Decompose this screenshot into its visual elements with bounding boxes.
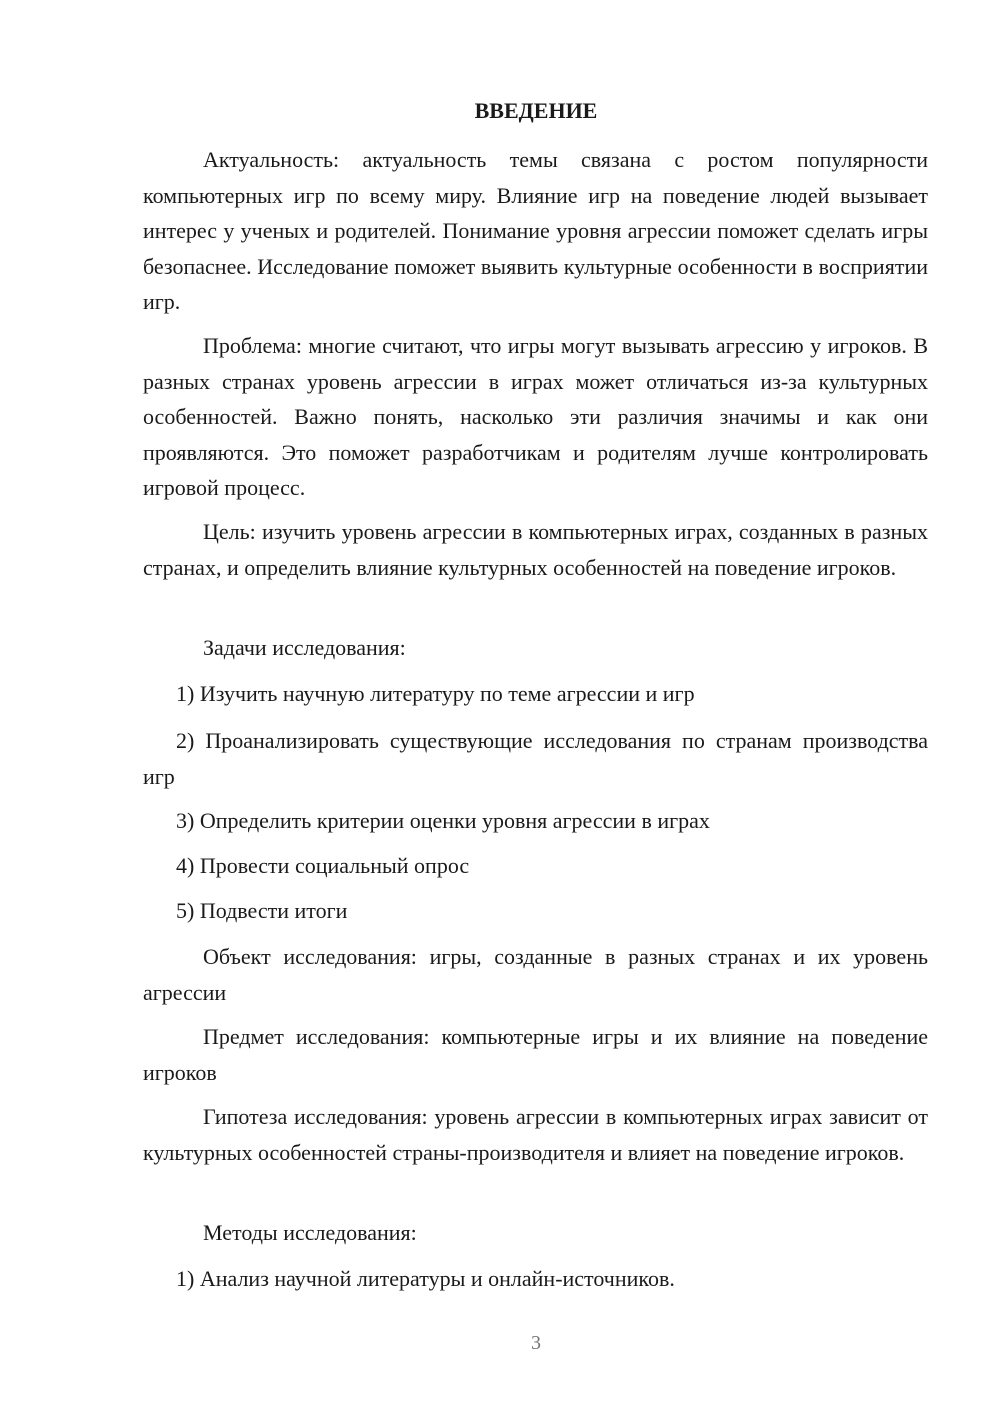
task-item: 4) Провести социальный опрос — [176, 853, 470, 878]
paragraph-hypothesis: Гипотеза исследования: уровень агрессии в компьютерных играх зависит от культурных особенностей страны-производителя и влияет на поведение игроков. — [143, 1104, 928, 1165]
task-item: 2) Проанализировать существующие исследования по странам производства игр — [143, 728, 928, 789]
section-title: ВВЕДЕНИЕ — [474, 98, 598, 123]
page-number: 3 — [531, 1332, 541, 1354]
task-item: 1) Изучить научную литературу по теме агрессии и игр — [176, 681, 695, 706]
method-item: 1) Анализ научной литературы и онлайн-источников. — [176, 1266, 675, 1291]
methods-heading: Методы исследования: — [203, 1220, 417, 1245]
paragraph-relevance: Актуальность: актуальность темы связана с ростом популярности компьютерных игр по всему миру. Влияние игр на поведение людей вызывает интерес у ученых и родителей. Понимание уровня агрессии поможет сделать игры безопаснее. Исследование поможет выявить культурные особенности в восприятии игр. — [143, 147, 928, 314]
task-item: 5) Подвести итоги — [176, 898, 348, 923]
paragraph-problem: Проблема: многие считают, что игры могут вызывать агрессию у игроков. В разных странах уровень агрессии в играх может отличаться из-за культурных особенностей. Важно понять, насколько эти различия значимы и как они проявляются. Это поможет разработчикам и родителям лучше контролировать игровой процесс. — [143, 333, 928, 500]
paragraph-subject: Предмет исследования: компьютерные игры и их влияние на поведение игроков — [143, 1024, 928, 1085]
tasks-heading: Задачи исследования: — [203, 635, 406, 660]
paragraph-goal: Цель: изучить уровень агрессии в компьютерных играх, созданных в разных странах, и определить влияние культурных особенностей на поведение игроков. — [143, 519, 928, 580]
paragraph-object: Объект исследования: игры, созданные в разных странах и их уровень агрессии — [143, 944, 928, 1005]
task-item: 3) Определить критерии оценки уровня агрессии в играх — [176, 808, 710, 833]
